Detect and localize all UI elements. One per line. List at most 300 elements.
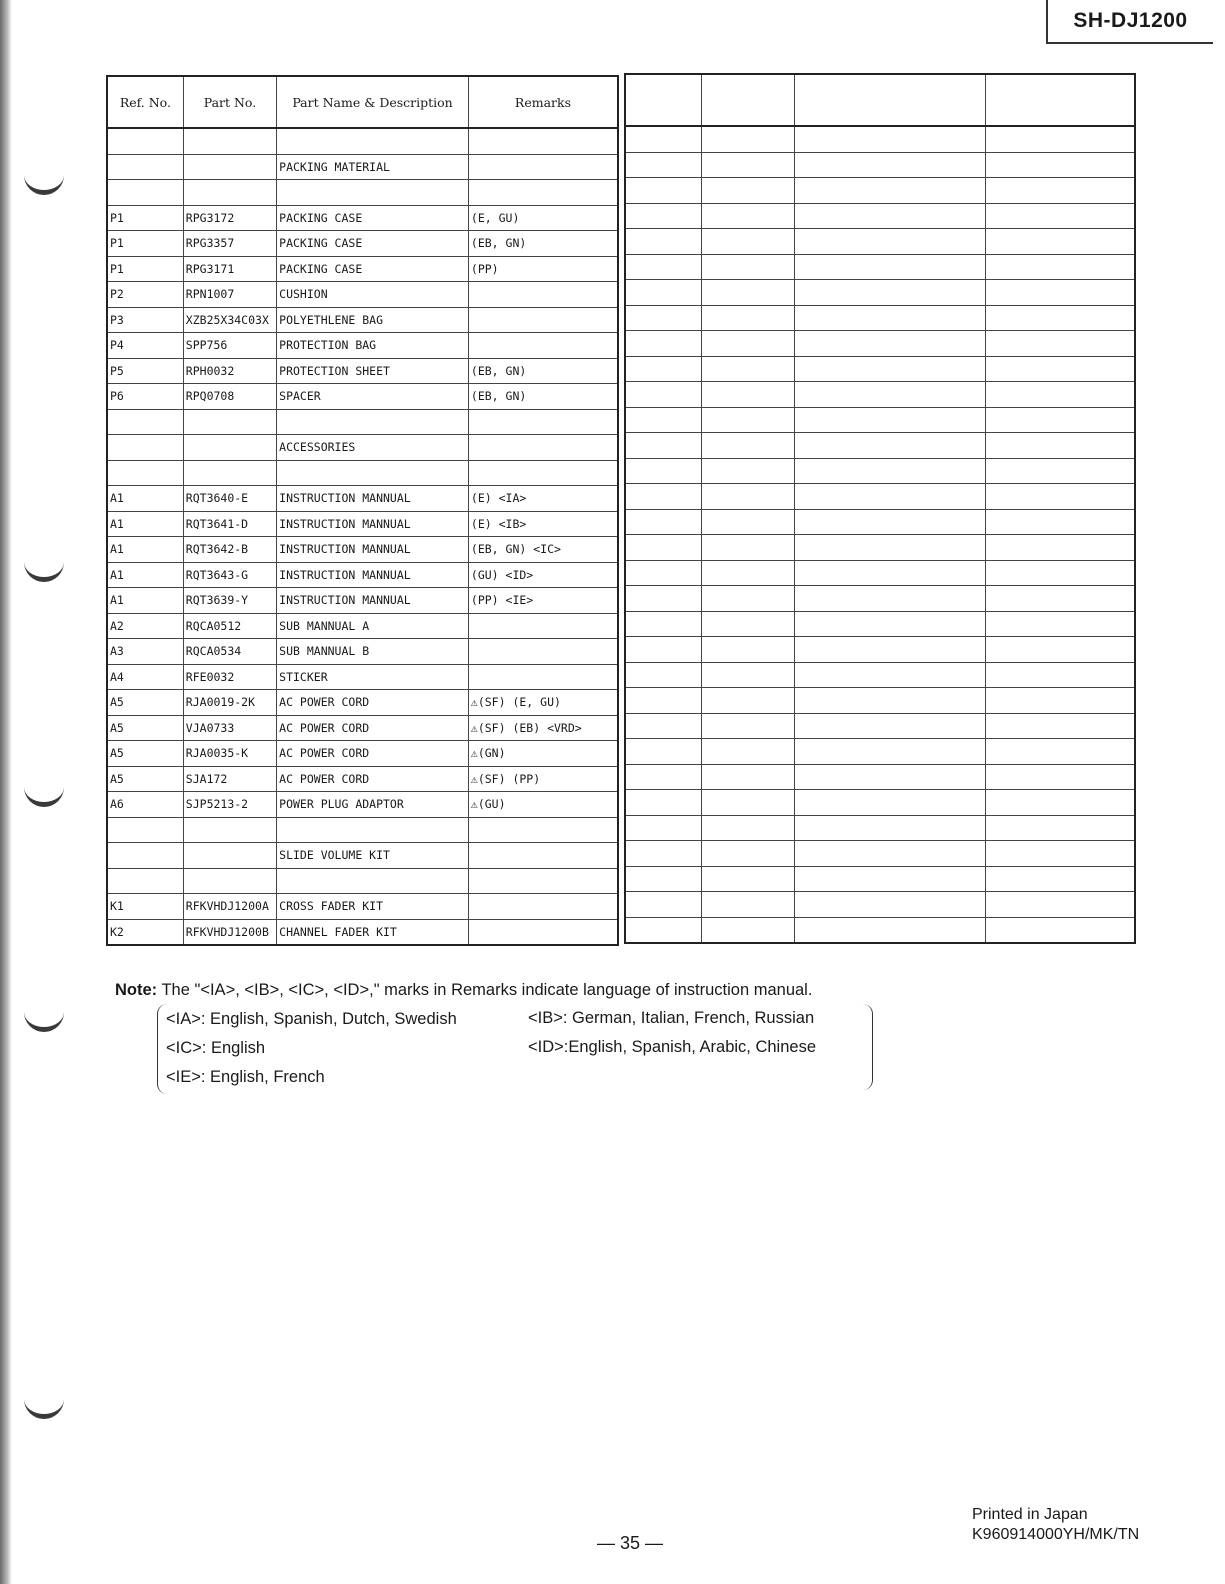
remarks-cell: (E, GU): [468, 205, 618, 231]
part-name-cell: [277, 409, 469, 435]
remarks-cell: (EB, GN) <IC>: [468, 537, 618, 563]
part-no-cell: RFE0032: [183, 664, 276, 690]
table-row: [107, 180, 618, 206]
blank-cell: [625, 331, 701, 357]
table-row: [107, 843, 618, 869]
table-row: [107, 307, 618, 333]
ref-no-cell: P3: [107, 307, 183, 333]
ref-no-cell: P1: [107, 205, 183, 231]
table-row: [107, 460, 618, 486]
table-row: [107, 333, 618, 359]
note: [115, 981, 812, 1000]
ref-no-cell: A1: [107, 588, 183, 614]
blank-cell: [625, 688, 701, 714]
page-number: — 35 —: [597, 1533, 664, 1553]
blank-cell: [701, 254, 794, 280]
ref-no-cell: [107, 817, 183, 843]
remarks-cell: [468, 460, 618, 486]
blank-cell: [794, 892, 985, 918]
remarks-cell: [468, 128, 618, 154]
blank-cell: [701, 611, 794, 637]
part-no-cell: RPQ0708: [183, 384, 276, 410]
blank-cell: [986, 229, 1135, 255]
blank-cell: [794, 917, 985, 943]
blank-cell: [986, 535, 1135, 561]
remarks-cell: (EB, GN): [468, 384, 618, 410]
blank-cell: [986, 790, 1135, 816]
table-row: [107, 435, 618, 461]
blank-header-cell: [625, 74, 701, 126]
blank-cell: [625, 407, 701, 433]
blank-cell: [794, 535, 985, 561]
part-name-cell: AC POWER CORD: [277, 690, 469, 716]
blank-cell: [986, 407, 1135, 433]
ref-no-cell: P4: [107, 333, 183, 359]
ref-no-cell: P1: [107, 256, 183, 282]
blank-cell: [794, 484, 985, 510]
blank-cell: [986, 331, 1135, 357]
ref-no-cell: [107, 154, 183, 180]
part-name-cell: [277, 180, 469, 206]
blank-cell: [701, 560, 794, 586]
table-row: [107, 154, 618, 180]
part-no-cell: [183, 409, 276, 435]
blank-cell: [794, 866, 985, 892]
blank-cell: [701, 586, 794, 612]
ref-no-cell: A5: [107, 690, 183, 716]
blank-cell: [701, 790, 794, 816]
blank-cell: [701, 892, 794, 918]
table-row: [107, 817, 618, 843]
ref-no-cell: [107, 435, 183, 461]
blank-cell: [625, 713, 701, 739]
blank-table-row: [625, 815, 1135, 841]
header-ref-no: Ref. No.: [107, 76, 183, 128]
blank-cell: [625, 560, 701, 586]
blank-header-cell: [986, 74, 1135, 126]
table-row: [107, 205, 618, 231]
table-row: [107, 562, 618, 588]
blank-cell: [701, 305, 794, 331]
blank-cell: [986, 815, 1135, 841]
part-no-cell: RQCA0534: [183, 639, 276, 665]
ref-no-cell: A4: [107, 664, 183, 690]
table-row: [107, 256, 618, 282]
blank-cell: [794, 356, 985, 382]
part-no-cell: RQT3641-D: [183, 511, 276, 537]
blank-cell: [625, 509, 701, 535]
blank-cell: [701, 152, 794, 178]
remarks-cell: (GU) <ID>: [468, 562, 618, 588]
blank-cell: [701, 764, 794, 790]
remarks-cell: (EB, GN): [468, 358, 618, 384]
punch-hole: [24, 1392, 64, 1419]
ref-no-cell: A2: [107, 613, 183, 639]
part-no-cell: RJA0019-2K: [183, 690, 276, 716]
remarks-cell: ⚠(SF) (PP): [468, 766, 618, 792]
blank-cell: [794, 509, 985, 535]
blank-cell: [701, 280, 794, 306]
part-name-cell: SPACER: [277, 384, 469, 410]
lang-ib: <IB>: German, Italian, French, Russian: [528, 1009, 815, 1027]
table-row: [107, 409, 618, 435]
blank-cell: [986, 841, 1135, 867]
table-row: [107, 715, 618, 741]
lang-ic: <IC>: English: [166, 1039, 266, 1057]
part-no-cell: RQCA0512: [183, 613, 276, 639]
blank-cell: [986, 152, 1135, 178]
remarks-cell: [468, 333, 618, 359]
blank-cell: [625, 433, 701, 459]
print-code: K960914000YH/MK/TN: [972, 1526, 1140, 1543]
blank-cell: [625, 586, 701, 612]
blank-cell: [794, 713, 985, 739]
blank-cell: [986, 305, 1135, 331]
ref-no-cell: [107, 180, 183, 206]
part-name-cell: AC POWER CORD: [277, 741, 469, 767]
blank-cell: [625, 892, 701, 918]
blank-cell: [701, 178, 794, 204]
part-no-cell: [183, 460, 276, 486]
part-name-cell: PROTECTION SHEET: [277, 358, 469, 384]
ref-no-cell: [107, 128, 183, 154]
blank-cell: [701, 688, 794, 714]
header-part-no: Part No.: [183, 76, 276, 128]
blank-table-row: [625, 790, 1135, 816]
table-row: [107, 358, 618, 384]
right-bracket: [862, 1004, 873, 1090]
blank-table-row: [625, 356, 1135, 382]
blank-table-row: [625, 126, 1135, 152]
table-row: [107, 282, 618, 308]
blank-table-row: [625, 203, 1135, 229]
blank-header-cell: [701, 74, 794, 126]
table-row: [107, 128, 618, 154]
lang-ie: <IE>: English, French: [166, 1068, 325, 1086]
blank-cell: [794, 126, 985, 152]
blank-cell: [794, 433, 985, 459]
ref-no-cell: P2: [107, 282, 183, 308]
blank-table-row: [625, 229, 1135, 255]
blank-table-row: [625, 407, 1135, 433]
blank-cell: [986, 586, 1135, 612]
blank-table-row: [625, 892, 1135, 918]
ref-no-cell: [107, 409, 183, 435]
blank-cell: [625, 280, 701, 306]
blank-table-row: [625, 484, 1135, 510]
blank-table-row: [625, 254, 1135, 280]
remarks-cell: [468, 843, 618, 869]
blank-table-row: [625, 280, 1135, 306]
blank-cell: [986, 509, 1135, 535]
blank-cell: [701, 126, 794, 152]
blank-cell: [625, 203, 701, 229]
blank-cell: [701, 739, 794, 765]
blank-cell: [625, 739, 701, 765]
blank-cell: [701, 331, 794, 357]
blank-cell: [625, 152, 701, 178]
part-no-cell: RJA0035-K: [183, 741, 276, 767]
part-no-cell: RPG3171: [183, 256, 276, 282]
remarks-cell: ⚠(SF) (EB) <VRD>: [468, 715, 618, 741]
part-name-cell: POWER PLUG ADAPTOR: [277, 792, 469, 818]
remarks-cell: [468, 409, 618, 435]
remarks-cell: [468, 868, 618, 894]
part-name-cell: AC POWER CORD: [277, 715, 469, 741]
part-name-cell: [277, 868, 469, 894]
part-name-cell: CUSHION: [277, 282, 469, 308]
ref-no-cell: K2: [107, 919, 183, 945]
blank-table-row: [625, 178, 1135, 204]
blank-cell: [701, 229, 794, 255]
blank-cell: [794, 229, 985, 255]
blank-table-row: [625, 331, 1135, 357]
table-row: [107, 766, 618, 792]
blank-cell: [625, 356, 701, 382]
blank-cell: [794, 331, 985, 357]
blank-table-row: [625, 560, 1135, 586]
blank-cell: [986, 458, 1135, 484]
blank-cell: [625, 382, 701, 408]
blank-table-row: [625, 586, 1135, 612]
remarks-cell: [468, 664, 618, 690]
part-no-cell: XZB25X34C03X: [183, 307, 276, 333]
blank-table-row: [625, 433, 1135, 459]
ref-no-cell: A6: [107, 792, 183, 818]
printed-info: [972, 1505, 1139, 1545]
ref-no-cell: P1: [107, 231, 183, 257]
blank-cell: [701, 458, 794, 484]
blank-cell: [794, 407, 985, 433]
part-no-cell: [183, 843, 276, 869]
blank-cell: [986, 280, 1135, 306]
blank-table-row: [625, 739, 1135, 765]
blank-cell: [986, 637, 1135, 663]
blank-header-row: [625, 74, 1135, 126]
ref-no-cell: A1: [107, 562, 183, 588]
ref-no-cell: [107, 843, 183, 869]
part-no-cell: SJA172: [183, 766, 276, 792]
note-label: Note:: [115, 981, 158, 999]
remarks-cell: [468, 282, 618, 308]
blank-cell: [625, 254, 701, 280]
blank-table-row: [625, 713, 1135, 739]
blank-cell: [701, 866, 794, 892]
part-no-cell: RQT3642-B: [183, 537, 276, 563]
blank-cell: [701, 484, 794, 510]
blank-table-row: [625, 458, 1135, 484]
blank-table-row: [625, 662, 1135, 688]
blank-cell: [986, 662, 1135, 688]
part-name-cell: PACKING CASE: [277, 205, 469, 231]
blank-cell: [794, 586, 985, 612]
table-row: [107, 639, 618, 665]
blank-header-cell: [794, 74, 985, 126]
blank-table-row: [625, 841, 1135, 867]
punch-hole: [24, 780, 64, 807]
blank-table-row: [625, 764, 1135, 790]
blank-cell: [625, 866, 701, 892]
blank-cell: [794, 764, 985, 790]
part-name-cell: PACKING MATERIAL: [277, 154, 469, 180]
note-text: The "<IA>, <IB>, <IC>, <ID>," marks in Remarks indicate language of instruction manual.: [161, 981, 813, 999]
remarks-cell: [468, 613, 618, 639]
blank-cell: [701, 356, 794, 382]
blank-cell: [986, 764, 1135, 790]
blank-cell: [625, 790, 701, 816]
part-name-cell: INSTRUCTION MANNUAL: [277, 562, 469, 588]
blank-table-row: [625, 535, 1135, 561]
blank-cell: [986, 203, 1135, 229]
remarks-cell: (PP): [468, 256, 618, 282]
remarks-cell: ⚠(SF) (E, GU): [468, 690, 618, 716]
blank-cell: [986, 611, 1135, 637]
blank-cell: [625, 637, 701, 663]
ref-no-cell: K1: [107, 894, 183, 920]
part-name-cell: CHANNEL FADER KIT: [277, 919, 469, 945]
remarks-cell: (E) <IB>: [468, 511, 618, 537]
blank-cell: [794, 815, 985, 841]
blank-cell: [794, 254, 985, 280]
table-row: [107, 537, 618, 563]
blank-table-row: [625, 917, 1135, 943]
part-name-cell: INSTRUCTION MANNUAL: [277, 588, 469, 614]
table-row: [107, 664, 618, 690]
ref-no-cell: A5: [107, 715, 183, 741]
part-name-cell: AC POWER CORD: [277, 766, 469, 792]
blank-cell: [794, 280, 985, 306]
remarks-cell: [468, 180, 618, 206]
table-row: [107, 231, 618, 257]
blank-table-row: [625, 611, 1135, 637]
blank-cell: [986, 356, 1135, 382]
ref-no-cell: A3: [107, 639, 183, 665]
blank-cell: [986, 688, 1135, 714]
punch-hole: [24, 168, 64, 195]
part-no-cell: RQT3640-E: [183, 486, 276, 512]
blank-cell: [701, 509, 794, 535]
table-row: [107, 868, 618, 894]
blank-cell: [794, 688, 985, 714]
blank-cell: [986, 917, 1135, 943]
blank-cell: [794, 790, 985, 816]
blank-cell: [794, 611, 985, 637]
part-no-cell: RQT3643-G: [183, 562, 276, 588]
part-name-cell: PROTECTION BAG: [277, 333, 469, 359]
lang-ia: <IA>: English, Spanish, Dutch, Swedish: [166, 1010, 457, 1028]
remarks-cell: [468, 894, 618, 920]
table-row: [107, 486, 618, 512]
remarks-cell: [468, 435, 618, 461]
punch-hole: [24, 555, 64, 582]
blank-cell: [625, 229, 701, 255]
table-row: [107, 919, 618, 945]
blank-cell: [625, 917, 701, 943]
part-no-cell: [183, 817, 276, 843]
blank-cell: [625, 305, 701, 331]
part-no-cell: [183, 154, 276, 180]
blank-cell: [625, 484, 701, 510]
blank-cell: [701, 637, 794, 663]
blank-cell: [986, 713, 1135, 739]
table-row: [107, 741, 618, 767]
blank-cell: [986, 382, 1135, 408]
blank-cell: [701, 713, 794, 739]
blank-cell: [794, 305, 985, 331]
blank-cell: [625, 535, 701, 561]
table-header-row: [107, 76, 618, 128]
remarks-cell: [468, 639, 618, 665]
table-row: [107, 511, 618, 537]
header-part-name: Part Name & Description: [277, 76, 469, 128]
blank-cell: [625, 611, 701, 637]
blank-cell: [625, 126, 701, 152]
blank-parts-table: [624, 73, 1136, 944]
remarks-cell: (EB, GN): [468, 231, 618, 257]
blank-cell: [794, 178, 985, 204]
ref-no-cell: P5: [107, 358, 183, 384]
part-no-cell: RFKVHDJ1200B: [183, 919, 276, 945]
remarks-cell: ⚠(GU): [468, 792, 618, 818]
part-name-cell: [277, 128, 469, 154]
part-name-cell: INSTRUCTION MANNUAL: [277, 537, 469, 563]
table-row: [107, 690, 618, 716]
blank-cell: [701, 433, 794, 459]
remarks-cell: (PP) <IE>: [468, 588, 618, 614]
part-name-cell: PACKING CASE: [277, 256, 469, 282]
blank-cell: [986, 892, 1135, 918]
blank-cell: [794, 841, 985, 867]
table-row: [107, 384, 618, 410]
blank-cell: [701, 841, 794, 867]
blank-cell: [986, 178, 1135, 204]
part-name-cell: CROSS FADER KIT: [277, 894, 469, 920]
part-no-cell: SJP5213-2: [183, 792, 276, 818]
part-name-cell: SLIDE VOLUME KIT: [277, 843, 469, 869]
blank-cell: [794, 662, 985, 688]
ref-no-cell: A1: [107, 486, 183, 512]
binding-edge: [0, 0, 12, 1584]
blank-cell: [625, 764, 701, 790]
part-no-cell: RQT3639-Y: [183, 588, 276, 614]
ref-no-cell: [107, 868, 183, 894]
part-name-cell: POLYETHLENE BAG: [277, 307, 469, 333]
part-no-cell: [183, 435, 276, 461]
blank-table-row: [625, 382, 1135, 408]
remarks-cell: [468, 919, 618, 945]
ref-no-cell: A5: [107, 766, 183, 792]
blank-cell: [794, 637, 985, 663]
printed-in: Printed in Japan: [972, 1506, 1088, 1523]
part-no-cell: [183, 128, 276, 154]
blank-cell: [794, 382, 985, 408]
blank-cell: [986, 254, 1135, 280]
blank-cell: [986, 560, 1135, 586]
blank-cell: [701, 203, 794, 229]
part-no-cell: [183, 180, 276, 206]
parts-list-table: [106, 75, 619, 946]
blank-cell: [625, 662, 701, 688]
punch-hole: [24, 1005, 64, 1032]
blank-table-row: [625, 152, 1135, 178]
blank-cell: [625, 178, 701, 204]
blank-table-row: [625, 688, 1135, 714]
table-row: [107, 792, 618, 818]
blank-table-row: [625, 509, 1135, 535]
part-name-cell: STICKER: [277, 664, 469, 690]
part-name-cell: SUB MANNUAL A: [277, 613, 469, 639]
table-row: [107, 613, 618, 639]
